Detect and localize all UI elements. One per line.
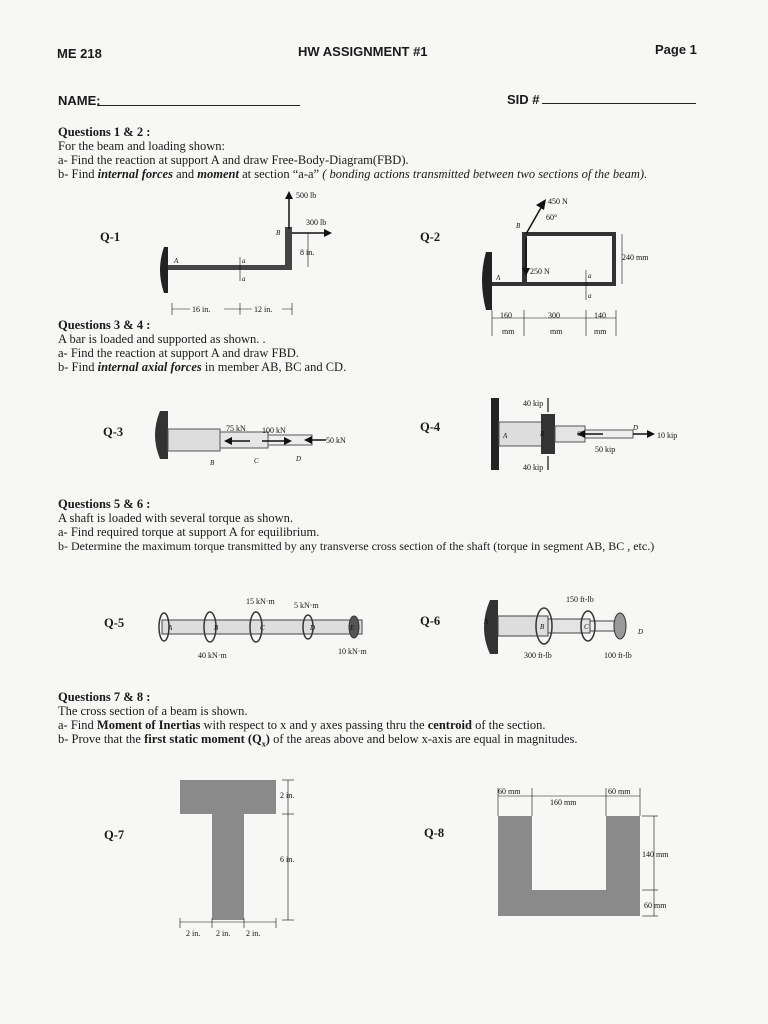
q7-label-6in: 6 in. [280,855,295,864]
q1-label-12in: 12 in. [254,305,273,314]
q6-label-100: 100 ft-lb [604,651,632,660]
q2-label-140: 140 [594,311,606,320]
q34-b-post: in member AB, BC and CD. [201,360,347,374]
q2-arrow-450 [526,206,542,234]
q1-arrowhead-500 [285,191,293,199]
q2-point-B: B [516,222,521,230]
q1-point-B: B [276,229,281,237]
q3-point-C: C [254,457,259,465]
q7-label-2in-top: 2 in. [280,791,295,800]
q34-intro: A bar is loaded and supported as shown. . [58,332,266,346]
name-field[interactable] [97,93,300,106]
q2-label-angle: 60° [546,213,558,222]
q4-label-50: 50 kip [595,445,616,454]
q2-section-bottom: a [588,292,592,300]
q3-point-D: D [296,455,302,463]
q5-point-C: C [260,624,265,632]
q1-label-16in: 16 in. [192,305,211,314]
q6-point-A: A [484,618,489,626]
q4-label: Q-4 [420,420,441,434]
q12-b-bold2: moment [197,167,239,181]
q56-part-b: b- Determine the maximum torque transmitted by any transverse cross section of the shaft (torque in segment AB, BC , etc.) [58,539,655,553]
q6-point-B: B [540,623,545,631]
q2-figure [478,190,668,340]
q34-b-pre: b- Find [58,360,98,374]
q1-label-8in: 8 in. [300,248,315,257]
q2-beam-bottom [492,282,616,286]
q34-heading: Questions 3 & 4 : [58,318,151,332]
q34-part-b [58,360,346,375]
q78-b-sub: x [261,739,266,749]
q8-label-140: 140 mm [642,850,669,859]
q3-label-100: 100 kN [262,426,286,435]
q4-label-40b: 40 kip [523,463,544,472]
q12-part-b [58,167,647,182]
q5-figure [150,592,375,662]
q56-part-a: a- Find required torque at support A for equilibrium. [58,525,320,539]
q2-label-240: 240 mm [622,253,649,262]
q3-point-B: B [210,459,215,467]
q1-point-A: A [174,257,179,265]
q8-label-160: 160 mm [550,798,577,807]
q3-label-50: 50 kN [326,436,346,445]
q2-label-160: 160 [500,311,512,320]
q1-section-top: a [242,257,246,265]
q5-label-10: 10 kN·m [338,647,367,656]
q12-part-a: a- Find the reaction at support A and draw Free-Body-Diagram(FBD). [58,153,409,167]
page-number: Page 1 [655,42,697,57]
q1-label-300: 300 lb [306,218,327,227]
q1-arrowhead-300 [324,229,332,237]
q5-point-D: D [310,624,316,632]
q1-beam-vertical [285,227,292,270]
q6-label: Q-6 [420,614,441,628]
q8-base [498,890,640,916]
q7-label-2in-b3: 2 in. [246,929,261,938]
q8-label-60-left: 60 mm [498,787,521,796]
q5-label-40: 40 kN·m [198,651,227,660]
q1-section-bottom: a [242,275,246,283]
q12-intro: For the beam and loading shown: [58,139,225,153]
q78-a-post: of the section. [471,718,546,732]
q1-wall [160,247,168,293]
q12-b-bold1: internal forces [97,167,173,181]
q5-label-15: 15 kN·m [246,597,275,606]
q78-part-a [58,718,546,733]
q7-flange [180,780,276,814]
q34-b-bold: internal axial forces [97,360,202,374]
q78-part-b [58,732,577,749]
q2-frame-top [522,232,616,236]
q5-point-A: A [168,624,173,632]
name-label: NAME: [58,93,101,108]
q8-figure [490,782,690,922]
q78-b-q: (Q [247,732,262,746]
q5-point-B: B [214,624,219,632]
q7-label: Q-7 [104,828,125,842]
q78-heading: Questions 7 & 8 : [58,690,151,704]
q7-label-2in-b2: 2 in. [216,929,231,938]
q2-unit-160: mm [502,327,515,336]
q56-intro: A shaft is loaded with several torque as shown. [58,511,294,525]
q78-b-bold: first static moment [144,732,245,746]
q2-label-300: 300 [548,311,560,320]
q2-label-450: 450 N [548,197,568,206]
q12-b-italic: ( bonding actions transmitted between two sections of the beam). [322,167,648,181]
q4-point-A: A [503,432,508,440]
q34-part-a: a- Find the reaction at support A and draw FBD. [58,346,299,360]
q8-label: Q-8 [424,826,445,840]
q12-b-mid: and [172,167,198,181]
q7-label-2in-b1: 2 in. [186,929,201,938]
q2-wall [482,252,492,310]
q6-disk-D [614,613,626,639]
q4-figure [485,392,695,480]
q4-point-B: B [540,430,545,438]
q4-point-D: D [633,424,639,432]
q6-label-150: 150 ft-lb [566,595,594,604]
q4-wall [491,398,499,470]
q6-point-D: D [638,628,644,636]
q2-label: Q-2 [420,230,441,244]
q78-b-post: of the areas above and below x-axis are equal in magnitudes. [269,732,578,746]
q4-label-10: 10 kip [657,431,678,440]
q2-unit-140: mm [594,327,607,336]
q78-b-pre: b- Prove that the [58,732,145,746]
q1-figure [150,185,350,320]
q6-wall [484,600,498,654]
sid-label: SID # [507,92,540,107]
q7-figure [170,770,310,940]
q78-intro: The cross section of a beam is shown. [58,704,248,718]
q5-label-5: 5 kN·m [294,601,319,610]
q3-wall [155,411,168,459]
q2-frame-right [612,232,616,286]
q6-point-C: C [584,623,589,631]
q78-a-bold2: centroid [427,718,472,732]
q8-label-60-right: 60 mm [608,787,631,796]
q56-heading: Questions 5 & 6 : [58,497,151,511]
q2-label-250: 250 N [530,267,550,276]
course-code: ME 218 [57,46,102,61]
q1-beam-horizontal [168,265,292,270]
assignment-title: HW ASSIGNMENT #1 [298,44,428,59]
q2-point-A: A [496,274,501,282]
q3-label: Q-3 [103,425,124,439]
q1-label: Q-1 [100,230,121,244]
q12-b-post: at section “a-a” [238,167,323,181]
q3-label-75: 75 kN [226,424,246,433]
q78-a-bold1: Moment of Inertias [96,718,201,732]
q78-b-q2: ) [265,732,270,746]
q3-figure [150,403,370,468]
q3-rod-AB [168,429,220,451]
q2-section-top: a [588,272,592,280]
q8-label-60-bottom: 60 mm [644,901,667,910]
q7-web [212,814,244,920]
q6-label-300: 300 ft-lb [524,651,552,660]
q1-label-500: 500 lb [296,191,317,200]
q78-a-mid: with respect to x and y axes passing thru the [200,718,428,732]
q12-heading: Questions 1 & 2 : [58,125,151,139]
q2-unit-300: mm [550,327,563,336]
q4-label-40a: 40 kip [523,399,544,408]
sid-field[interactable] [542,91,696,104]
q12-b-pre: b- Find [58,167,98,181]
q5-label: Q-5 [104,616,125,630]
q78-a-pre: a- Find [58,718,97,732]
q6-figure [478,588,658,666]
q5-point-E: E [350,624,355,632]
